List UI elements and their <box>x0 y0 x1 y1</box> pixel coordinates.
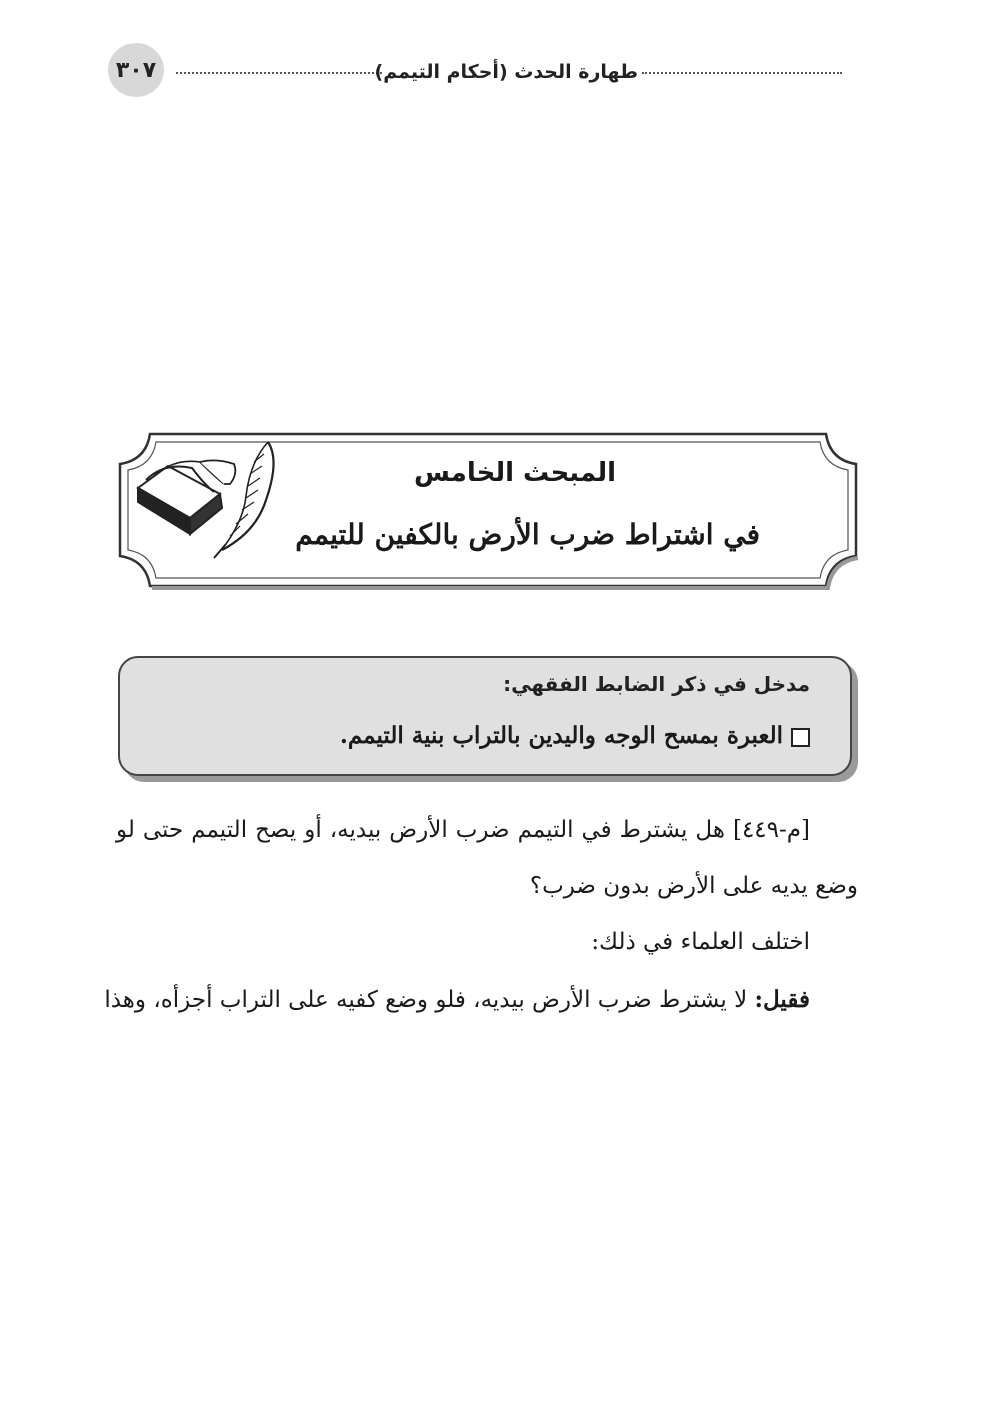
rule-item-text: العبرة بمسح الوجه واليدين بالتراب بنية التيمم. <box>339 722 783 749</box>
paragraph-3-line-1 <box>104 980 810 1020</box>
page-number: ٣٠٧ <box>108 43 164 97</box>
paragraph-3-lead: فقيل: <box>754 986 810 1013</box>
checkbox-icon <box>791 728 810 747</box>
paragraph-1-line-2: وضع يديه على الأرض بدون ضرب؟ <box>529 873 858 899</box>
paragraph-2: اختلف العلماء في ذلك: <box>591 929 810 955</box>
rule-item <box>140 722 810 749</box>
section-banner-frame <box>116 430 860 590</box>
paragraph-3-text: لا يشترط ضرب الأرض بيديه، فلو وضع كفيه على التراب أجزأه، وهذا <box>104 987 755 1013</box>
section-title: في اشتراط ضرب الأرض بالكفين للتيمم <box>295 518 760 551</box>
header-dotted-rule-left <box>176 72 382 74</box>
paragraph-1-line-1: [م-٤٤٩] هل يشترط في التيمم ضرب الأرض بيديه، أو يصح التيمم حتى لو <box>116 817 810 843</box>
header-dotted-rule-right <box>642 72 842 74</box>
rule-box-heading: مدخل في ذكر الضابط الفقهي: <box>503 672 810 696</box>
section-label: المبحث الخامس <box>413 458 617 488</box>
running-title: طهارة الحدث (أحكام التيمم) <box>374 61 638 83</box>
